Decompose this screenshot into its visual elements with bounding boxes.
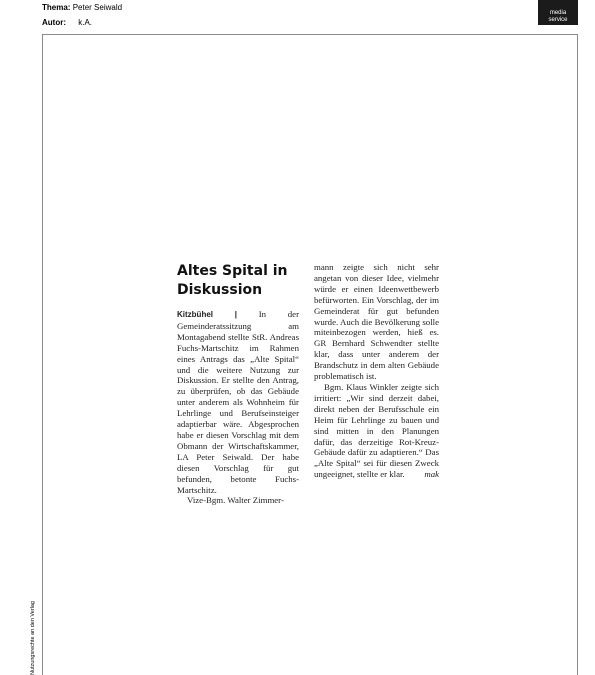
author-signature: mak: [424, 469, 439, 480]
media-service-logo: [538, 0, 578, 25]
logo-line-2: service: [548, 17, 568, 23]
autor-line: [42, 18, 92, 28]
article-column-2: [314, 262, 439, 480]
thema-line: [42, 3, 122, 13]
article-paragraph: [314, 382, 439, 480]
logo-line-1: media: [549, 10, 567, 16]
autor-value: k.A.: [78, 18, 93, 27]
thema-label: Thema:: [42, 3, 71, 12]
article-paragraph: [177, 309, 299, 495]
article-column-1: [177, 309, 299, 506]
paragraph-text: In der Gemeinderatssitzung am Montagabend stellte StR. Andreas Fuchs-Martschitz im Rahmen eines Antrags das „Alte Spital“ und die weitere Nutzung zur Diskussion. Er stellte den Antrag, zu überprüfen, ob das Gebäude unter anderem als Wohnheim für Lehrlinge und Berufseinsteiger adaptierbar wäre. Abgesprochen habe er diesen Vorschlag mit dem Obmann der Wirtschaftskammer, LA Peter Seiwald. Der habe diesen Vorschlag für gut befunden, betonte Fuchs-Martschitz.: [177, 309, 299, 495]
paragraph-text: Bgm. Klaus Winkler zeigte sich irritiert: „Wir sind derzeit dabei, direkt neben der Berufsschule ein Heim für Lehrlinge zu bauen und sind mitten in den Planungen dafür, das derzeitige Rot-Kreuz-Gebäude dafür zu adaptieren.“ Das „Alte Spital“ sei für diesen Zweck ungeeignet, stellte er klar.: [314, 381, 439, 480]
autor-label: Autor:: [42, 18, 66, 27]
thema-value: Peter Seiwald: [72, 3, 123, 12]
article-title: Altes Spital in Diskussion: [177, 263, 288, 298]
dateline-separator: |: [213, 310, 259, 319]
article-paragraph: mann zeigte sich nicht sehr angetan von dieser Idee, vielmehr würde er einen Ideenwettbewerb befürworten. Ein Vorschlag, der im Gemeinderat für gut befunden wurde. Auch die Bevölkerung solle miteinbezogen werden, hieß es. GR Bernhard Schwendter stellte klar, dass unter anderem der Brandschutz in dem alten Gebäude problematisch ist.: [314, 262, 439, 382]
article-paragraph: Vize-Bgm. Walter Zimmer-: [187, 495, 284, 506]
page-frame: [42, 34, 578, 675]
dateline-place: Kitzbühel: [177, 310, 213, 319]
usage-rights-note: Nutzungsrechte an den Verlag: [30, 601, 36, 675]
